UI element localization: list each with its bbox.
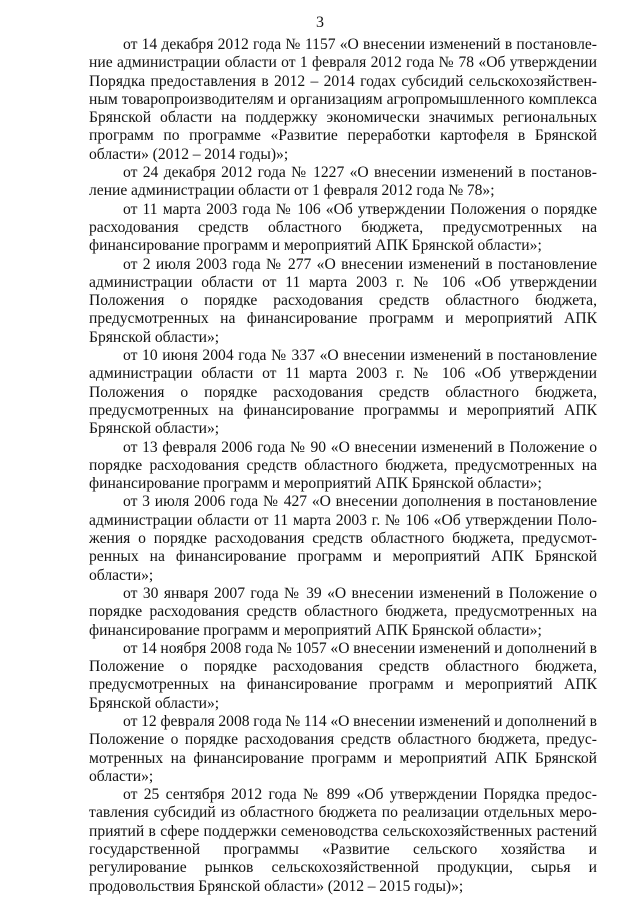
paragraph-resolution-899: от 25 сентября 2012 года № 899 «Об утверждении Порядка предоставления субсидий из областного бюджета по реализации отдельных мероприятий в сфере поддержки семеноводства сельскохозяйственных растений государственной программы «Развитие сельского хозяйства и регулирование рынков сельскохозяйственной продукции, сырья и продовольствия Брянской области» (2012 – 2015 годы)»; bbox=[89, 786, 597, 895]
paragraph-resolution-1227: от 24 декабря 2012 года № 1227 «О внесении изменений в постановление администрации области от 1 февраля 2012 года № 78»; bbox=[89, 164, 597, 200]
page-number: 3 bbox=[316, 14, 324, 31]
paragraph-resolution-39: от 30 января 2007 года № 39 «О внесении изменений в Положение о порядке расходования средств областного бюджета, предусмотренных на финансирование программ и мероприятий АПК Брянской области»; bbox=[89, 584, 597, 639]
paragraph-resolution-90: от 13 февраля 2006 года № 90 «О внесении изменений в Положение о порядке расходования средств областного бюджета, предусмотренных на финансирование программ и мероприятий АПК Брянской области»; bbox=[89, 438, 597, 493]
paragraph-resolution-1057: от 14 ноября 2008 года № 1057 «О внесении изменений и дополнений в Положение о порядке расходования средств областного бюджета, предусмотренных на финансирование программ и мероприятий АПК Брянской области»; bbox=[89, 639, 597, 712]
paragraph-resolution-337: от 10 июня 2004 года № 337 «О внесении изменений в постановление администрации области от 11 марта 2003 г. № 106 «Об утверждении Положения о порядке расходования средств областного бюджета, предусмотренных на финансирование программы и мероприятий АПК Брянской области»; bbox=[89, 347, 597, 438]
paragraph-resolution-1157: от 14 декабря 2012 года № 1157 «О внесении изменений в постановление администрации области от 1 февраля 2012 года № 78 «Об утверждении Порядка предоставления в 2012 – 2014 годах субсидий сельскохозяйственным товаропроизводителям и организациям агропромышленного комплекса Брянской области на поддержку экономически значимых региональных программ по программе «Развитие переработки картофеля в Брянской области» (2012 – 2014 годы)»; bbox=[89, 36, 597, 163]
document-body bbox=[89, 36, 597, 896]
paragraph-resolution-106: от 11 марта 2003 года № 106 «Об утверждении Положения о порядке расходования средств областного бюджета, предусмотренных на финансирование программ и мероприятий АПК Брянской области»; bbox=[89, 200, 597, 255]
paragraph-resolution-114: от 12 февраля 2008 года № 114 «О внесении изменений и дополнений в Положение о порядке расходования средств областного бюджета, предусмотренных на финансирование программ и мероприятий АПК Брянской области»; bbox=[89, 712, 597, 785]
paragraph-resolution-277: от 2 июля 2003 года № 277 «О внесении изменений в постановление администрации области от 11 марта 2003 г. № 106 «Об утверждении Положения о порядке расходования средств областного бюджета, предусмотренных на финансирование программ и мероприятий АПК Брянской области»; bbox=[89, 255, 597, 346]
paragraph-resolution-427: от 3 июля 2006 года № 427 «О внесении дополнения в постановление администрации области от 11 марта 2003 г. № 106 «Об утверждении Положения о порядке расходования средств областного бюджета, предусмотренных на финансирование программ и мероприятий АПК Брянской области»; bbox=[89, 493, 597, 584]
